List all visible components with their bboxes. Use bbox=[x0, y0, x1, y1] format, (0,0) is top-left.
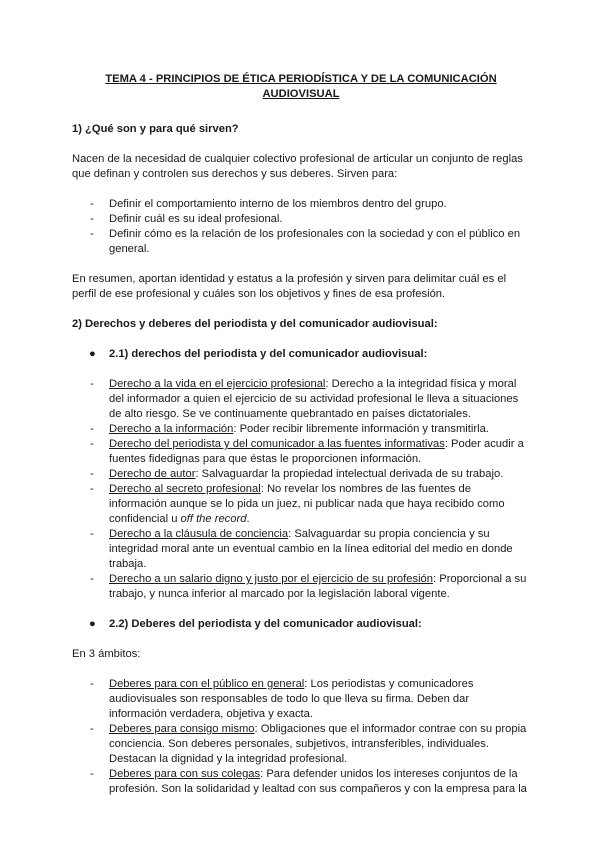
list-item bbox=[72, 572, 530, 602]
description: : Los periodistas y comunicadores audiovisuales son responsables de todo lo que lleva su firma. Deben dar información verdadera, objetiva y exacta. bbox=[109, 678, 474, 720]
subsection-2-1-title: 2.1) derechos del periodista y del comunicador audiovisual: bbox=[109, 348, 428, 360]
list-item bbox=[72, 722, 530, 767]
subsection-2-2-intro: En 3 ámbitos: bbox=[72, 648, 141, 660]
description: : Salvaguardar la propiedad intelectual derivada de su trabajo. bbox=[195, 468, 504, 480]
title-line-1: TEMA 4 - PRINCIPIOS DE ÉTICA PERIODÍSTICA Y DE LA COMUNICACIÓN bbox=[105, 73, 497, 85]
duties-list bbox=[72, 677, 530, 797]
term: Derecho de autor bbox=[109, 468, 196, 480]
list-item bbox=[72, 377, 530, 422]
subsection-2-1-heading bbox=[72, 347, 530, 362]
description: : Salvaguardar su propia conciencia y su integridad moral ante un eventual cambio en la línea editorial del medio en donde trabaja. bbox=[109, 528, 513, 570]
emphasis: off the record bbox=[180, 513, 247, 525]
list-item: - Definir el comportamiento interno de los miembros dentro del grupo. bbox=[72, 197, 530, 212]
section-1-list bbox=[72, 197, 530, 257]
description: : Para defender unidos los intereses conjuntos de la profesión. Son la solidaridad y lealtad con sus compañeros y con la empresa para la bbox=[109, 768, 527, 795]
bullet-icon: ● bbox=[89, 348, 96, 360]
description: : Obligaciones que el informador contrae con su propia conciencia. Son deberes personales, subjetivos, intransferibles, individuales. Destacan la dignidad y la integridad profesional. bbox=[109, 723, 527, 765]
term: Derecho al secreto profesional bbox=[109, 483, 261, 495]
subsection-2-2-title: 2.2) Deberes del periodista y del comunicador audiovisual: bbox=[109, 618, 422, 630]
list-item: - Definir cuál es su ideal profesional. bbox=[72, 212, 530, 227]
term: Deberes para con sus colegas bbox=[109, 768, 261, 780]
term: Derecho a la cláusula de conciencia bbox=[109, 528, 289, 540]
term: Derecho a un salario digno y justo por el ejercicio de su profesión bbox=[109, 573, 434, 585]
list-item: - Definir cómo es la relación de los profesionales con la sociedad y con el público en general. bbox=[72, 227, 530, 257]
description: : Poder acudir a fuentes fidedignas para que éstas le proporcionen información. bbox=[109, 438, 524, 465]
term: Derecho del periodista y del comunicador a las fuentes informativas bbox=[109, 438, 445, 450]
description: : Proporcional a su trabajo, y nunca inferior al marcado por la legislación laboral vigente. bbox=[109, 573, 527, 600]
description: : No revelar los nombres de las fuentes de información aunque se lo pida un juez, ni publicar nada que haya recibido como confidencial u bbox=[109, 483, 505, 525]
section-1-heading: 1) ¿Qué son y para qué sirven? bbox=[72, 123, 239, 135]
description: : Poder recibir libremente información y transmitirla. bbox=[233, 423, 489, 435]
term: Derecho a la vida en el ejercicio profesional bbox=[109, 378, 326, 390]
list-item bbox=[72, 437, 530, 467]
document-page bbox=[72, 72, 530, 812]
list-item bbox=[72, 422, 530, 437]
document-title bbox=[72, 72, 530, 102]
section-2-heading: 2) Derechos y deberes del periodista y del comunicador audiovisual: bbox=[72, 318, 438, 330]
list-item bbox=[72, 767, 530, 797]
bullet-icon: ● bbox=[89, 618, 96, 630]
term: Deberes para con el público en general bbox=[109, 678, 305, 690]
subsection-2-2-heading bbox=[72, 617, 530, 632]
description: : Derecho a la integridad física y moral del informador a quien el ejercicio de su actividad profesional le lleva a situaciones de alto riesgo. Se ve continuamente quebrantado en países dictatoriales. bbox=[109, 378, 519, 420]
list-item bbox=[72, 467, 530, 482]
title-line-2: AUDIOVISUAL bbox=[262, 88, 340, 100]
list-item bbox=[72, 527, 530, 572]
section-1-intro: Nacen de la necesidad de cualquier colectivo profesional de articular un conjunto de reglas que definan y controlen sus derechos y sus deberes. Sirven para: bbox=[72, 153, 523, 180]
section-1-summary: En resumen, aportan identidad y estatus a la profesión y sirven para delimitar cuál es el perfil de ese profesional y cuáles son los objetivos y fines de esa profesión. bbox=[72, 273, 507, 300]
description-tail: . bbox=[246, 513, 250, 525]
list-item bbox=[72, 482, 530, 527]
rights-list bbox=[72, 377, 530, 602]
term: Deberes para consigo mismo bbox=[109, 723, 255, 735]
term: Derecho a la información bbox=[109, 423, 234, 435]
list-item bbox=[72, 677, 530, 722]
